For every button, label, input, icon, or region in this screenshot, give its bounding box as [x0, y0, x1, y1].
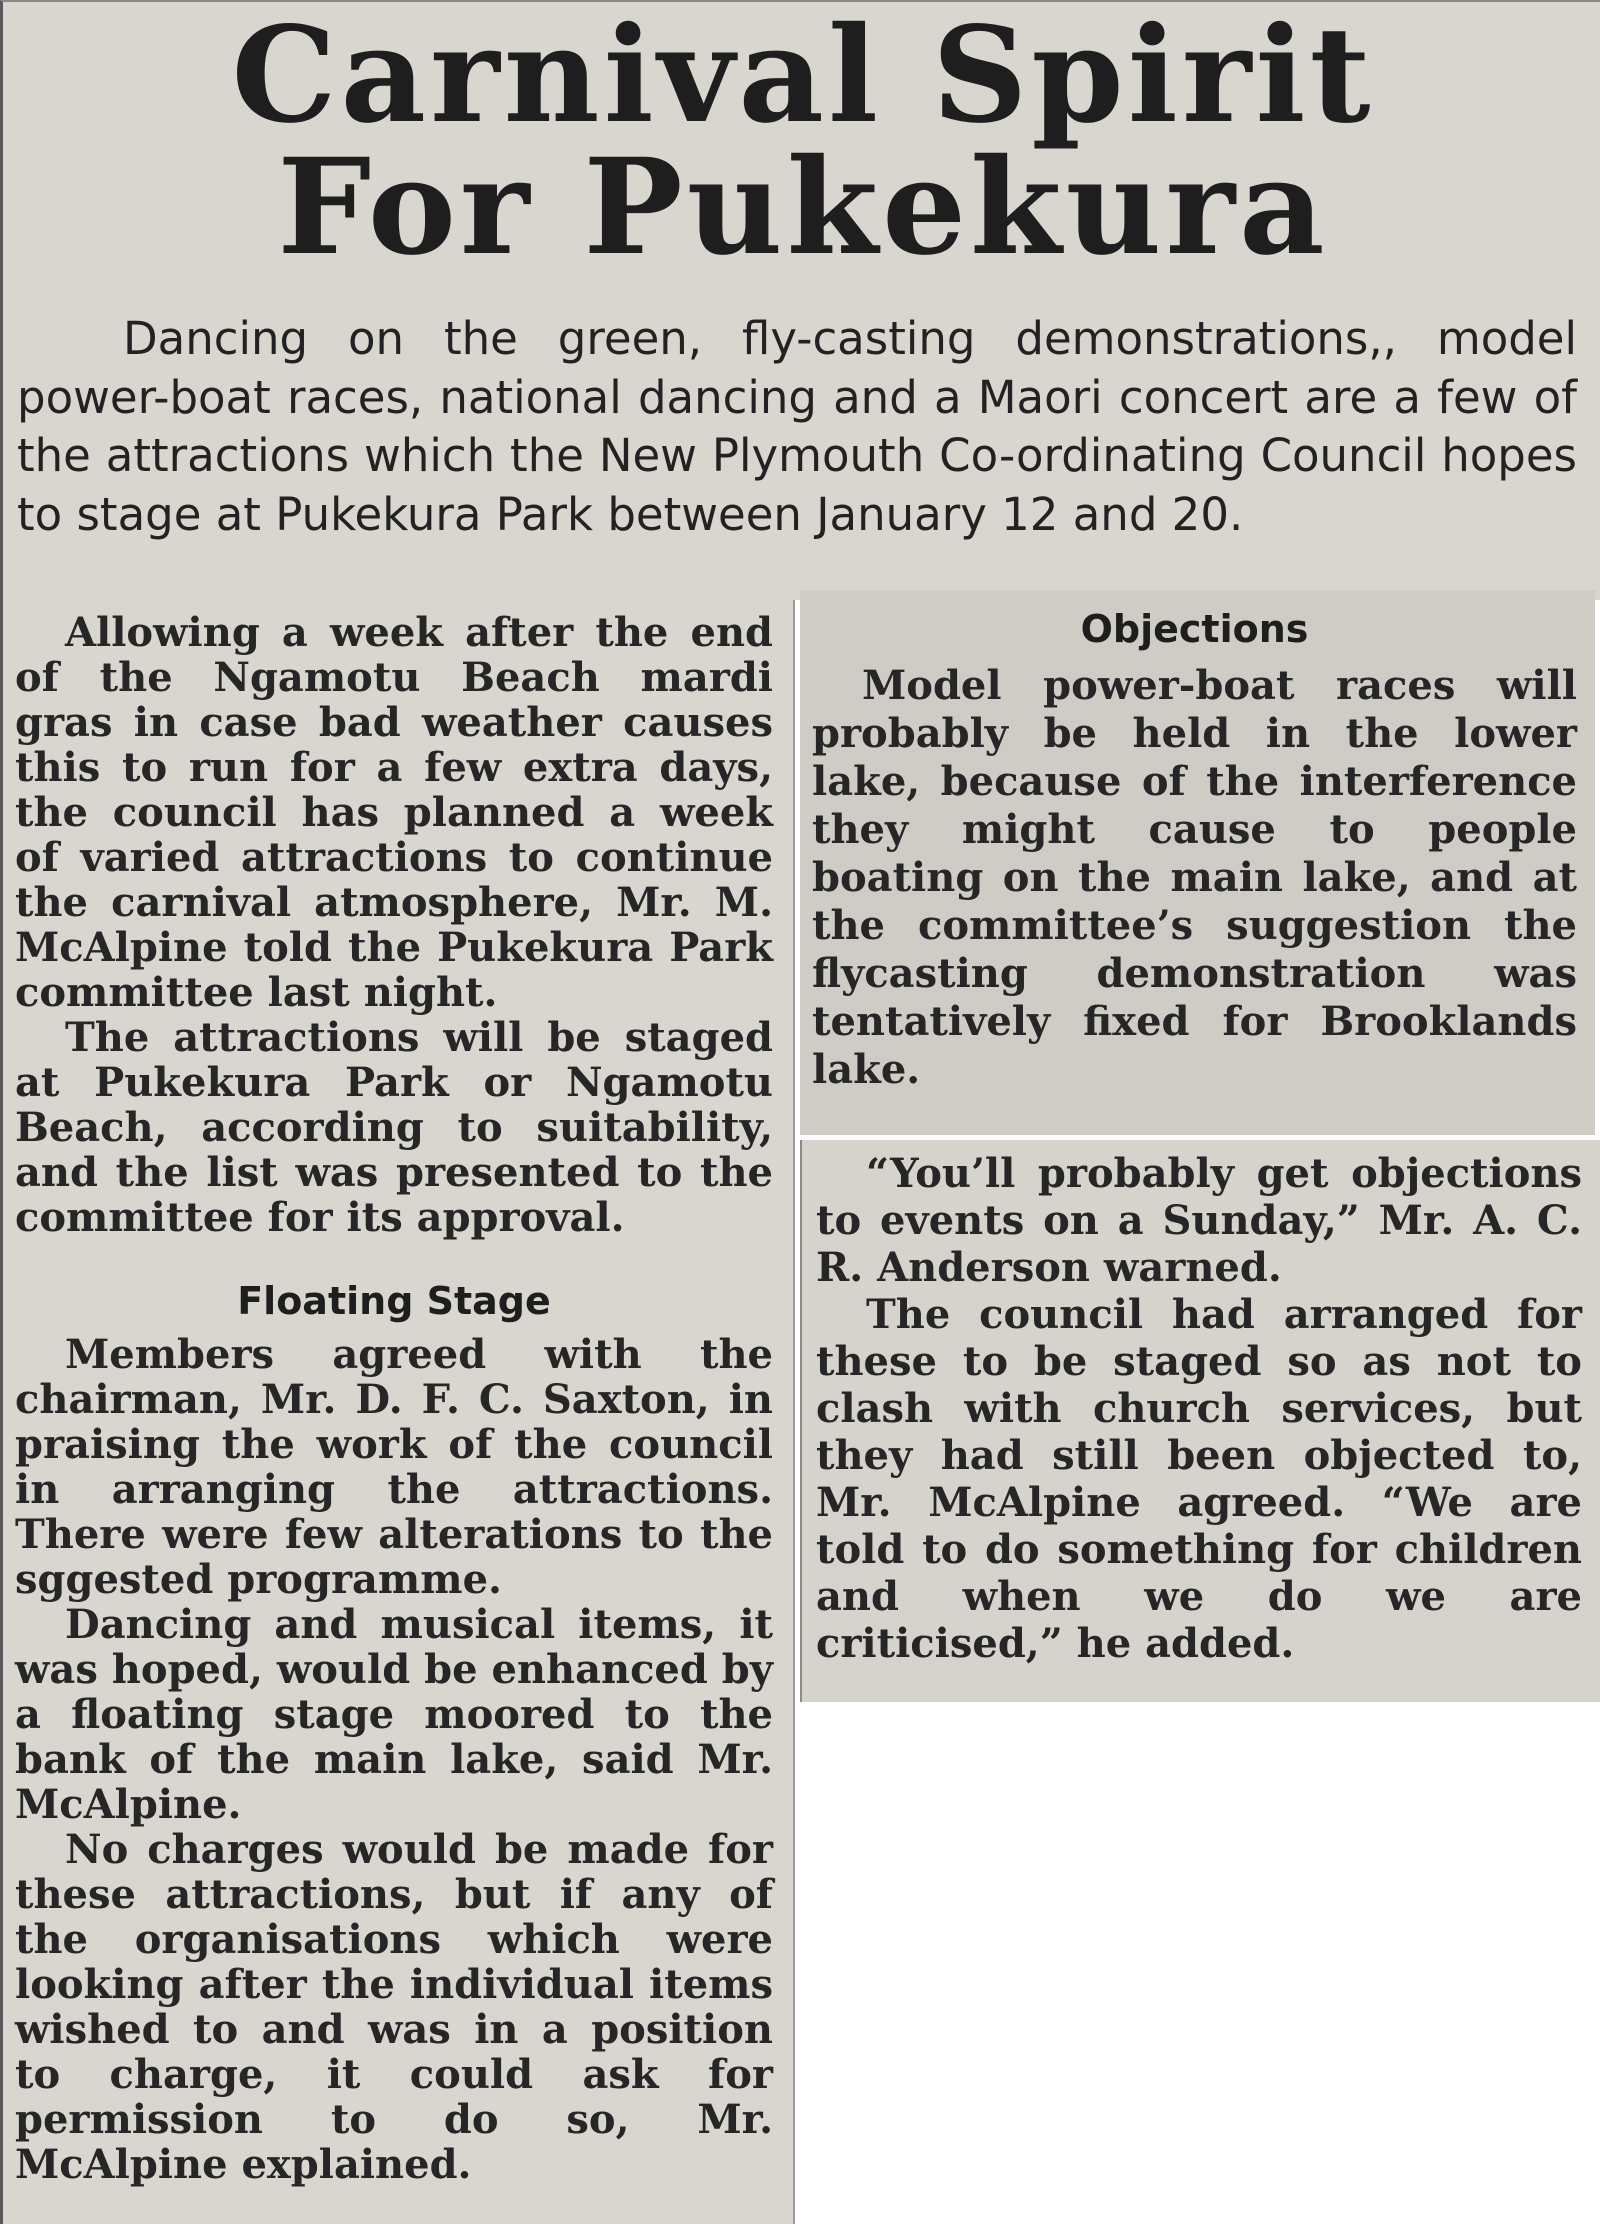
objections-subhead: Objections — [1080, 607, 1309, 651]
headline-clipping — [0, 0, 1600, 600]
headline — [3, 0, 1600, 285]
right-lower-text — [816, 1150, 1582, 1667]
right-upper-clipping — [800, 590, 1595, 1135]
right-upper-paragraph-1: Model power-boat races will probably be held in the lower lake, because of the interference they might cause to people boating on the main lake, and at the committee’s suggestion the flycasting demonstration was tentatively fixed for Brooklands lake. — [812, 662, 1577, 1093]
left-paragraph-2: The attractions will be staged at Pukekura Park or Ngamotu Beach, according to suitability, and the list was presented to the committee for its approval. — [15, 1014, 773, 1241]
left-paragraph-5: No charges would be made for these attractions, but if any of the organisations which were looking after the individual items wished to and was in a position to charge, it could ask for permission to do so, Mr. McAlpine explained. — [15, 1826, 773, 2188]
right-upper-text — [812, 600, 1577, 1094]
left-paragraph-4: Dancing and musical items, it was hoped, would be enhanced by a floating stage moored to the bank of the main lake, said Mr. McAlpine. — [15, 1601, 773, 1828]
headline-line-2: For Pukekura — [277, 130, 1329, 285]
headline-line-1: Carnival Spirit — [231, 0, 1375, 153]
intro-paragraph: Dancing on the green, fly-casting demonstrations,, model power-boat races, national dancing and a Maori concert are a few of the attractions which the New Plymouth Co-ordinating Council hopes to stage at Pukekura Park between January 12 and 20. — [17, 312, 1577, 541]
left-column-text — [15, 610, 773, 2187]
right-lower-paragraph-1: “You’ll probably get objections to events on a Sunday,” Mr. A. C. R. Anderson warned. — [816, 1150, 1582, 1291]
right-lower-clipping — [800, 1140, 1600, 1702]
left-column-clipping — [0, 600, 795, 2224]
floating-stage-subhead: Floating Stage — [237, 1279, 551, 1323]
left-paragraph-1: Allowing a week after the end of the Ngamotu Beach mardi gras in case bad weather causes this to run for a few extra days, the council has planned a week of varied attractions to continue the carnival atmosphere, Mr. M. McAlpine told the Pukekura Park committee last night. — [15, 609, 773, 1016]
left-paragraph-3: Members agreed with the chairman, Mr. D. F. C. Saxton, in praising the work of the council in arranging the attractions. There were few alterations to the sggested programme. — [15, 1331, 773, 1603]
right-lower-paragraph-2: The council had arranged for these to be staged so as not to clash with church services, but they had still been objected to, Mr. McAlpine agreed. “We are told to do something for children and when we do we are criticised,” he added. — [816, 1291, 1582, 1667]
